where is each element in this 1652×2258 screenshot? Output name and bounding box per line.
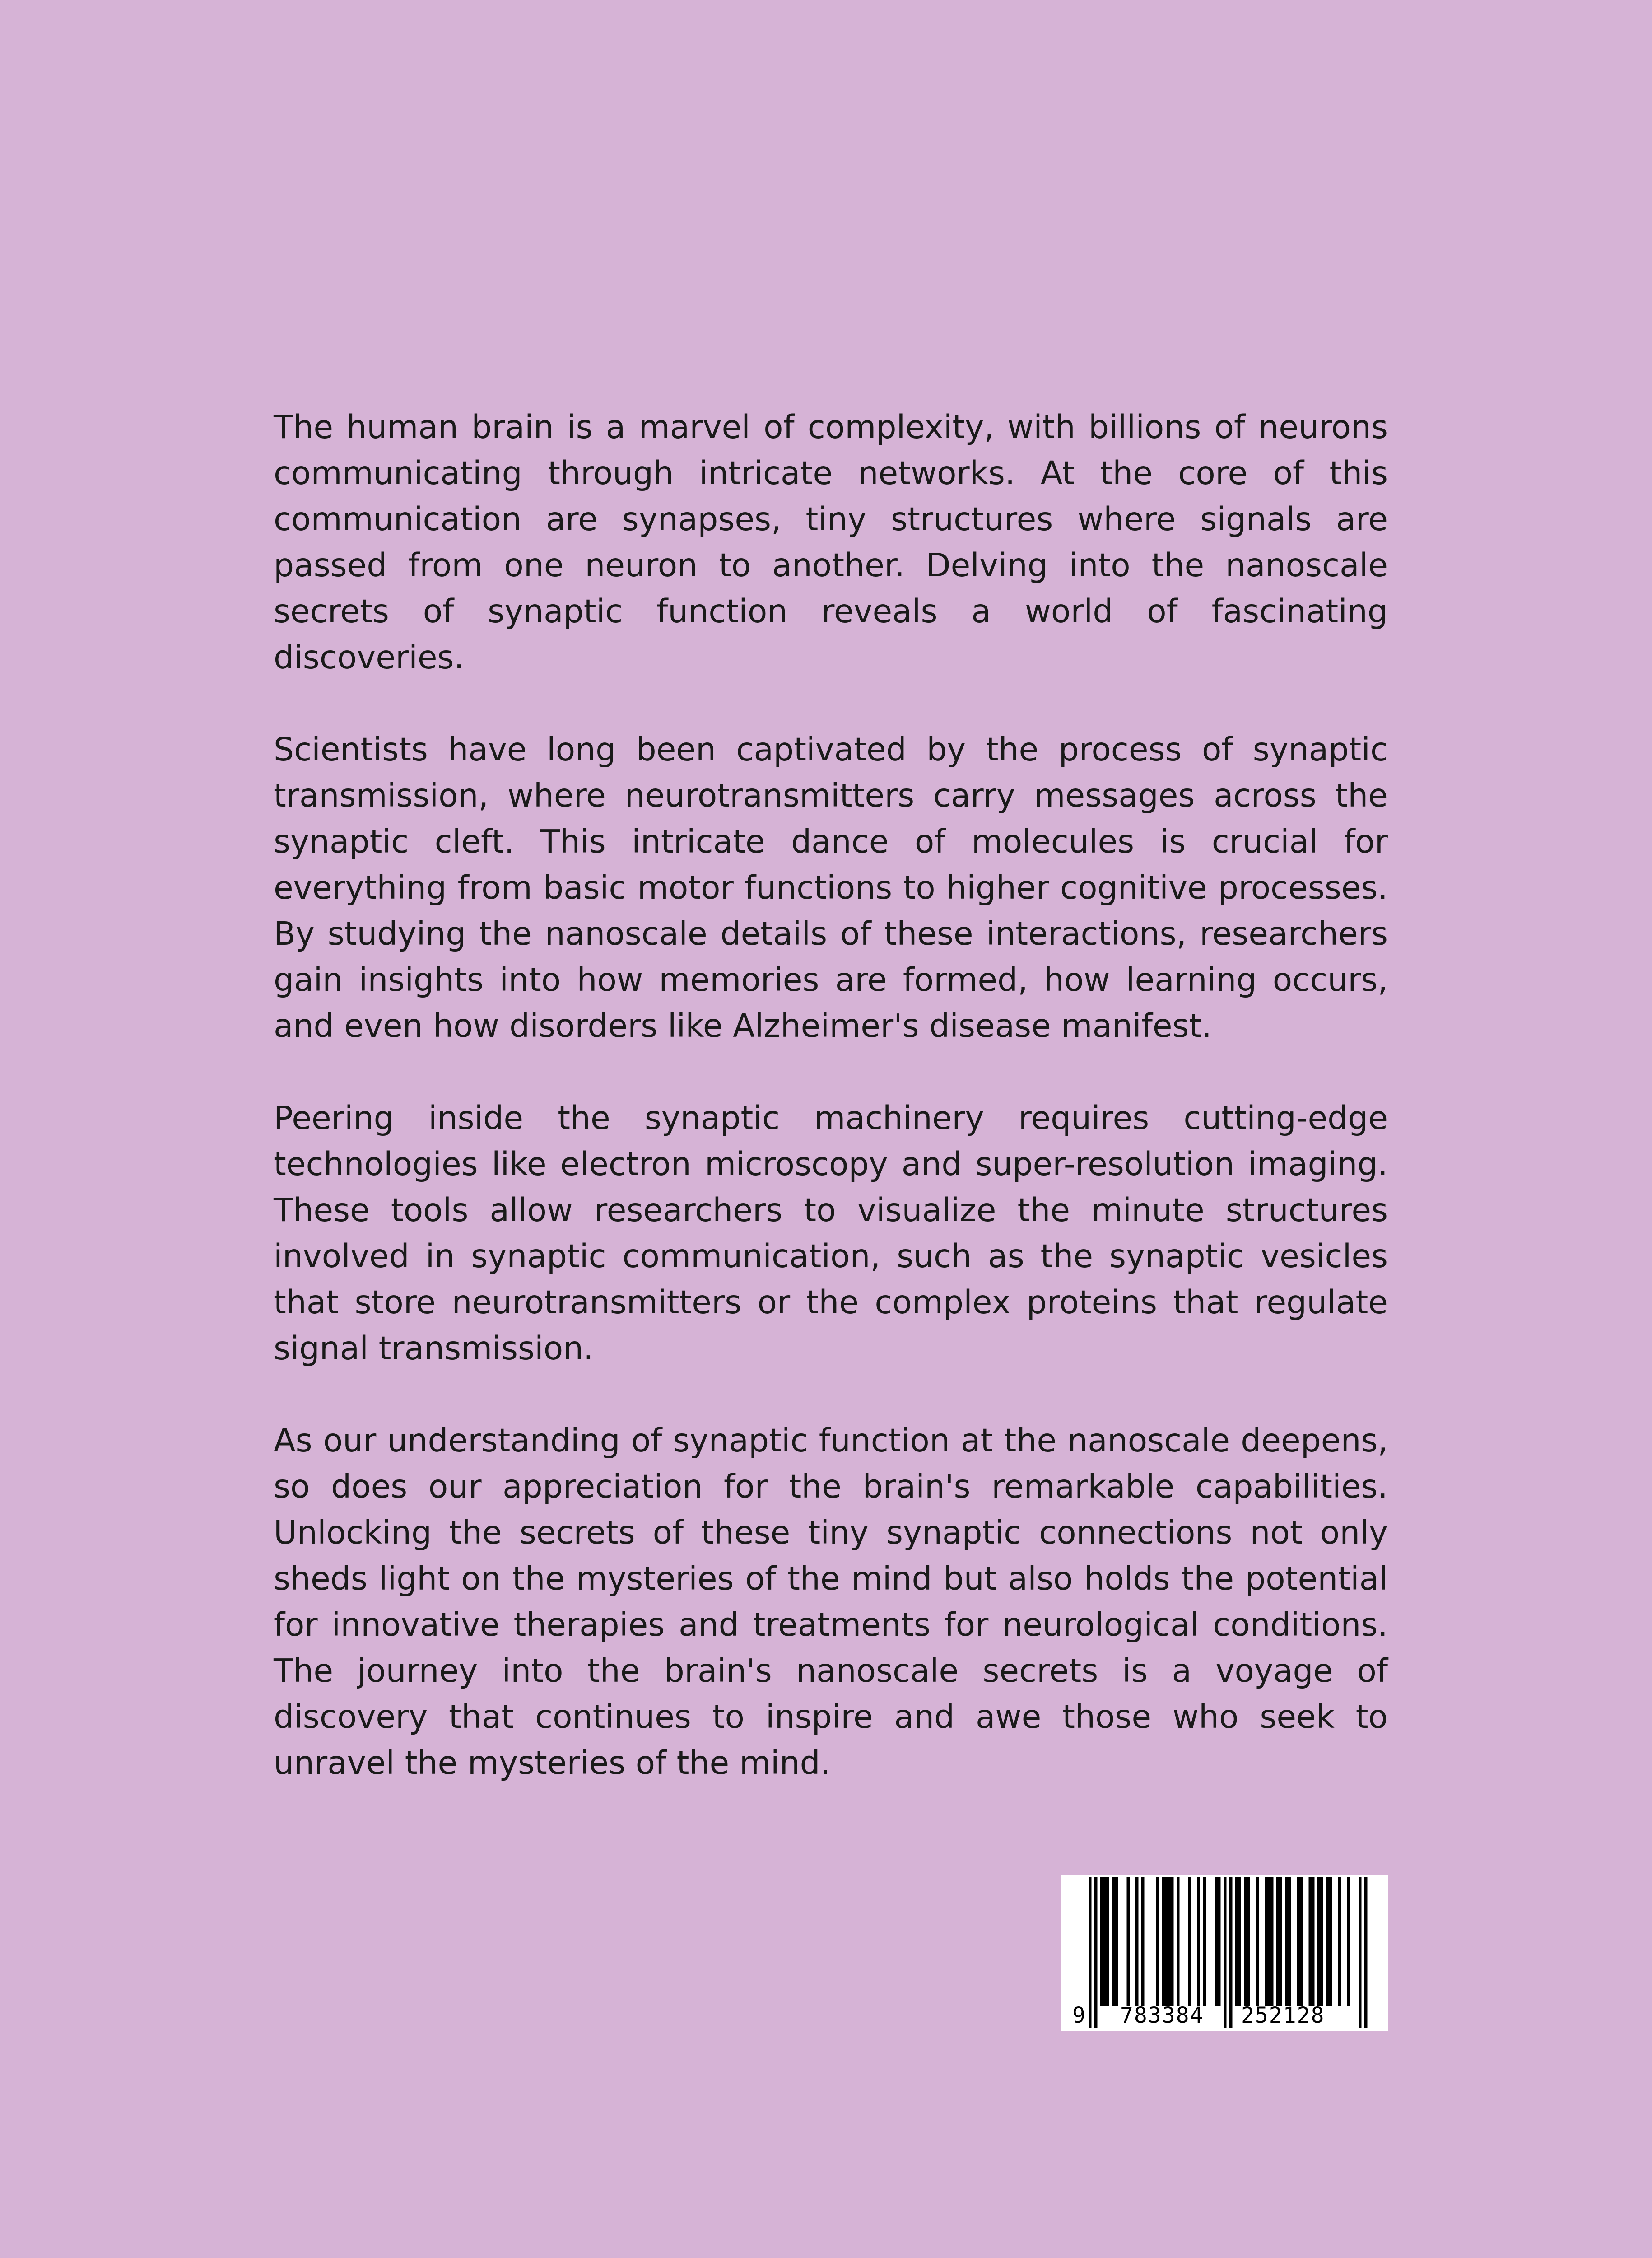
barcode-bar <box>1247 1877 1250 2006</box>
barcode-bar <box>1329 1877 1332 2006</box>
barcode-bar <box>1165 1877 1168 2006</box>
barcode-bar <box>1168 1877 1171 2006</box>
barcode-bar <box>1127 1877 1130 2006</box>
barcode-bar <box>1171 1877 1174 2006</box>
barcode-bar <box>1135 1877 1139 2006</box>
barcode-bar <box>1270 1877 1274 2006</box>
barcode-bar <box>1235 1877 1238 2006</box>
barcode-bar <box>1309 1877 1312 2006</box>
barcode-bar <box>1106 1877 1109 2006</box>
barcode-bar <box>1203 1877 1206 2006</box>
barcode-bar <box>1156 1877 1159 2006</box>
barcode-bar <box>1162 1877 1165 2006</box>
barcode-bar <box>1280 1877 1283 2006</box>
barcode-left-digits: 783384 <box>1120 2003 1204 2028</box>
barcode-bar <box>1317 1877 1321 2006</box>
barcode-bar <box>1115 1877 1118 2006</box>
barcode-bar <box>1338 1877 1341 2006</box>
barcode-bar <box>1238 1877 1242 2006</box>
barcode-digits <box>1061 2002 1388 2029</box>
blurb-paragraph-3: Peering inside the synaptic machinery requires cutting-edge technologies like electron microscopy and super-resolution imaging. These tools allow researchers to visualize the minute structures involved in synaptic communication, such as the synaptic vesicles that store neurotransmitters or the complex proteins that regulate signal transmission. <box>274 1099 1388 1367</box>
barcode-bar <box>1276 1877 1280 2006</box>
barcode-bar <box>1265 1877 1268 2006</box>
blurb-text <box>274 404 1388 1832</box>
blurb-paragraph-2: Scientists have long been captivated by the process of synaptic transmission, where neurotransmitters carry messages across the synaptic cleft. This intricate dance of molecules is crucial for everything from basic motor functions to higher cognitive processes. By studying the nanoscale details of these interactions, researchers gain insights into how memories are formed, how learning occurs, and even how disorders like Alzheimer's disease manifest. <box>274 731 1388 1045</box>
barcode-lead-digit: 9 <box>1072 2003 1085 2028</box>
barcode-bar <box>1268 1877 1271 2006</box>
barcode-bar <box>1244 1877 1247 2006</box>
barcode-bar <box>1321 1877 1324 2006</box>
barcode-bar <box>1326 1877 1330 2006</box>
barcode-bar <box>1300 1877 1303 2006</box>
barcode-bar <box>1297 1877 1300 2006</box>
barcode-bar <box>1215 1877 1218 2006</box>
barcode-bar <box>1197 1877 1201 2006</box>
barcode-bar <box>1312 1877 1315 2006</box>
blurb-paragraph-4: As our understanding of synaptic function at the nanoscale deepens, so does our appreciation for the brain's remarkable capabilities. Unlocking the secrets of these tiny synaptic connections not only sheds light on the mysteries of the mind but also holds the potential for innovative therapies and treatments for neurological conditions. The journey into the brain's nanoscale secrets is a voyage of discovery that continues to inspire and awe those who seek to unravel the mysteries of the mind. <box>274 1422 1388 1782</box>
barcode-bar <box>1188 1877 1191 2006</box>
barcode-bar <box>1218 1877 1221 2006</box>
barcode-bar <box>1100 1877 1103 2006</box>
isbn-barcode <box>1061 1875 1388 2031</box>
barcode-bar <box>1347 1877 1350 2006</box>
barcode-bar <box>1141 1877 1145 2006</box>
blurb-paragraph-1: The human brain is a marvel of complexity, with billions of neurons communicating through intricate networks. At the core of this communication are synapses, tiny structures where signals are passed from one neuron to another. Delving into the nanoscale secrets of synaptic function reveals a world of fascinating discoveries. <box>274 408 1388 676</box>
barcode-bar <box>1112 1877 1115 2006</box>
barcode-bar <box>1103 1877 1107 2006</box>
barcode-bar <box>1285 1877 1289 2006</box>
barcode-bar <box>1177 1877 1180 2006</box>
barcode-bar <box>1288 1877 1291 2006</box>
barcode-bar <box>1256 1877 1259 2006</box>
barcode-right-digits: 252128 <box>1241 2003 1325 2028</box>
